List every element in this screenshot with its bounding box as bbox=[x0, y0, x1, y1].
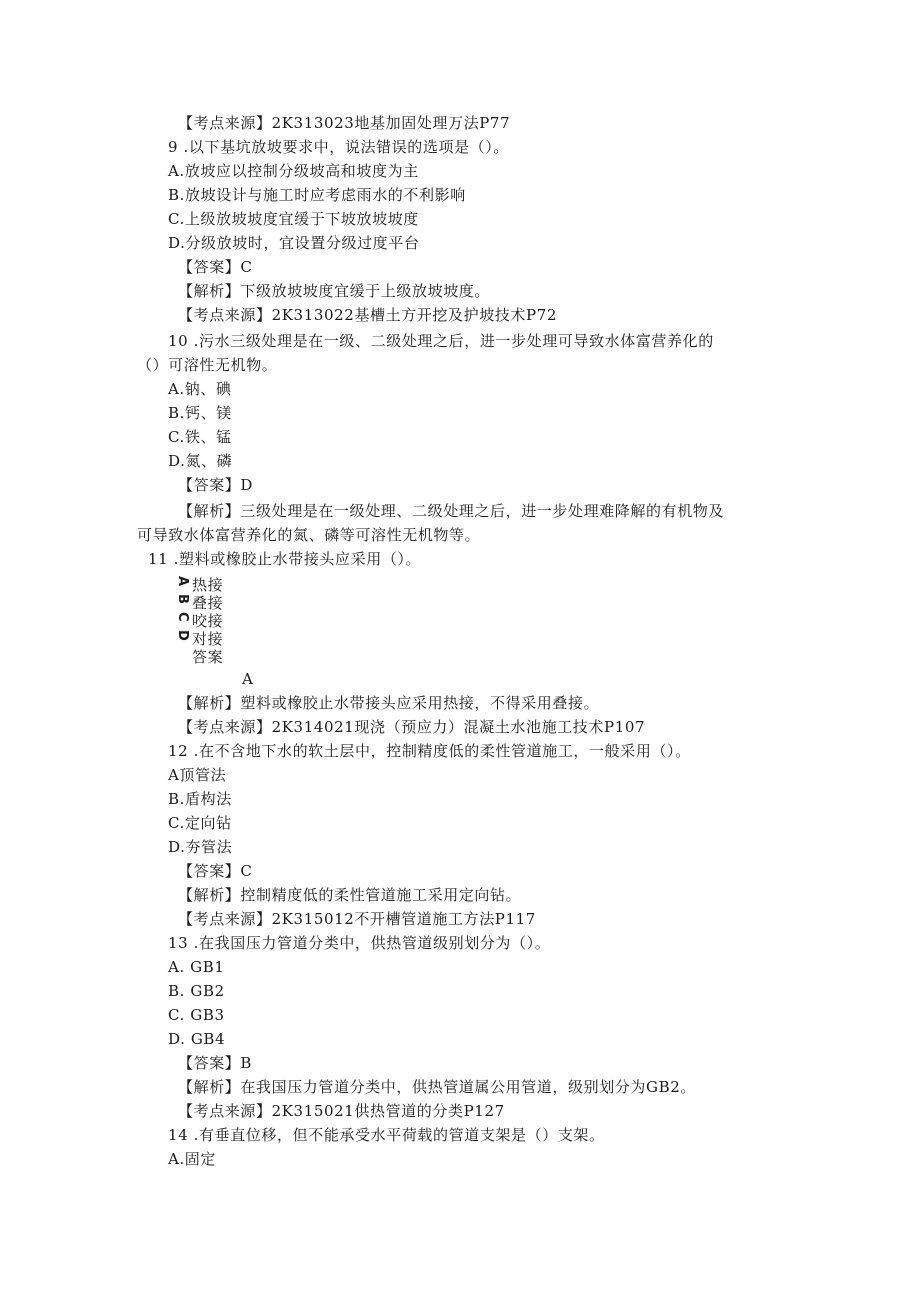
option-letter: D bbox=[175, 630, 190, 641]
option-c: C.铁、锰 bbox=[168, 428, 232, 446]
source: 【考点来源】2K315021供热管道的分类P127 bbox=[178, 1102, 505, 1120]
option-c: C.上级放坡坡度宜缓于下坡放坡坡度 bbox=[168, 210, 419, 228]
question-9: 9 .以下基坑放坡要求中，说法错误的选项是（）。 bbox=[168, 138, 509, 156]
text-line: 【考点来源】2K313023地基加固处理万法P77 bbox=[178, 114, 511, 132]
source: 【考点来源】2K313022基槽土方开挖及护坡技术P72 bbox=[178, 306, 557, 324]
option-a: A.钠、碘 bbox=[168, 380, 232, 398]
answer: 【答案】C bbox=[178, 862, 253, 880]
option-c: C.定向钻 bbox=[168, 814, 232, 832]
option-d: 对接 bbox=[192, 630, 224, 648]
analysis: 【解析】下级放坡坡度宜缓于上级放坡坡度。 bbox=[178, 282, 491, 300]
analysis: 【解析】三级处理是在一级处理、二级处理之后，进一步处理难降解的有机物及 bbox=[178, 502, 725, 520]
option-letter: C bbox=[175, 612, 190, 622]
option-letter: B bbox=[175, 594, 190, 604]
source: 【考点来源】2K315012不开槽管道施工方法P117 bbox=[178, 910, 536, 928]
option-a: A顶管法 bbox=[168, 766, 227, 784]
option-d: D.夯管法 bbox=[168, 838, 233, 856]
option-c: 咬接 bbox=[192, 612, 224, 630]
option-d: D.氮、磷 bbox=[168, 452, 233, 470]
option-a: A.放坡应以控制分级坡高和坡度为主 bbox=[168, 162, 419, 180]
question-14: 14 .有垂直位移，但不能承受水平荷载的管道支架是（）支架。 bbox=[168, 1126, 605, 1144]
option-a: A.固定 bbox=[168, 1150, 217, 1168]
option-b: B.钙、镁 bbox=[168, 404, 232, 422]
answer-value: A bbox=[242, 670, 254, 688]
question-13: 13 .在我国压力管道分类中，供热管道级别划分为（）。 bbox=[168, 934, 551, 952]
analysis-cont: 可导致水体富营养化的氮、磷等可溶性无机物等。 bbox=[137, 526, 481, 544]
answer: 【答案】B bbox=[178, 1054, 253, 1072]
question-11: 11 .塑料或橡胶止水带接头应采用（）。 bbox=[148, 550, 422, 568]
option-c: C. GB3 bbox=[168, 1006, 225, 1024]
option-b: 叠接 bbox=[192, 594, 224, 612]
question-10: 10 .污水三级处理是在一级、二级处理之后，进一步处理可导致水体富营养化的 bbox=[168, 332, 714, 350]
analysis: 【解析】塑料或橡胶止水带接头应采用热接，不得采用叠接。 bbox=[178, 694, 600, 712]
option-a: A. GB1 bbox=[168, 958, 225, 976]
option-d: D. GB4 bbox=[168, 1030, 226, 1048]
question-10-cont: （）可溶性无机物。 bbox=[137, 356, 278, 374]
option-a: 热接 bbox=[192, 576, 224, 594]
analysis: 【解析】控制精度低的柔性管道施工采用定向钻。 bbox=[178, 886, 522, 904]
answer-label: 答案 bbox=[192, 648, 224, 666]
source: 【考点来源】2K314021现浇（预应力）混凝土水池施工技术P107 bbox=[178, 718, 646, 736]
question-12: 12 .在不含地下水的软土层中，控制精度低的柔性管道施工，一般采用（）。 bbox=[168, 742, 691, 760]
option-d: D.分级放坡时，宜设置分级过度平台 bbox=[168, 234, 420, 252]
analysis: 【解析】在我国压力管道分类中，供热管道属公用管道，级别划分为GB2。 bbox=[178, 1078, 696, 1096]
option-b: B. GB2 bbox=[168, 982, 225, 1000]
option-letter: A bbox=[175, 576, 190, 587]
option-b: B.盾构法 bbox=[168, 790, 232, 808]
answer: 【答案】C bbox=[178, 258, 253, 276]
answer: 【答案】D bbox=[178, 476, 254, 494]
option-letters-rotated bbox=[174, 576, 188, 652]
option-b: B.放坡设计与施工时应考虑雨水的不利影响 bbox=[168, 186, 466, 204]
